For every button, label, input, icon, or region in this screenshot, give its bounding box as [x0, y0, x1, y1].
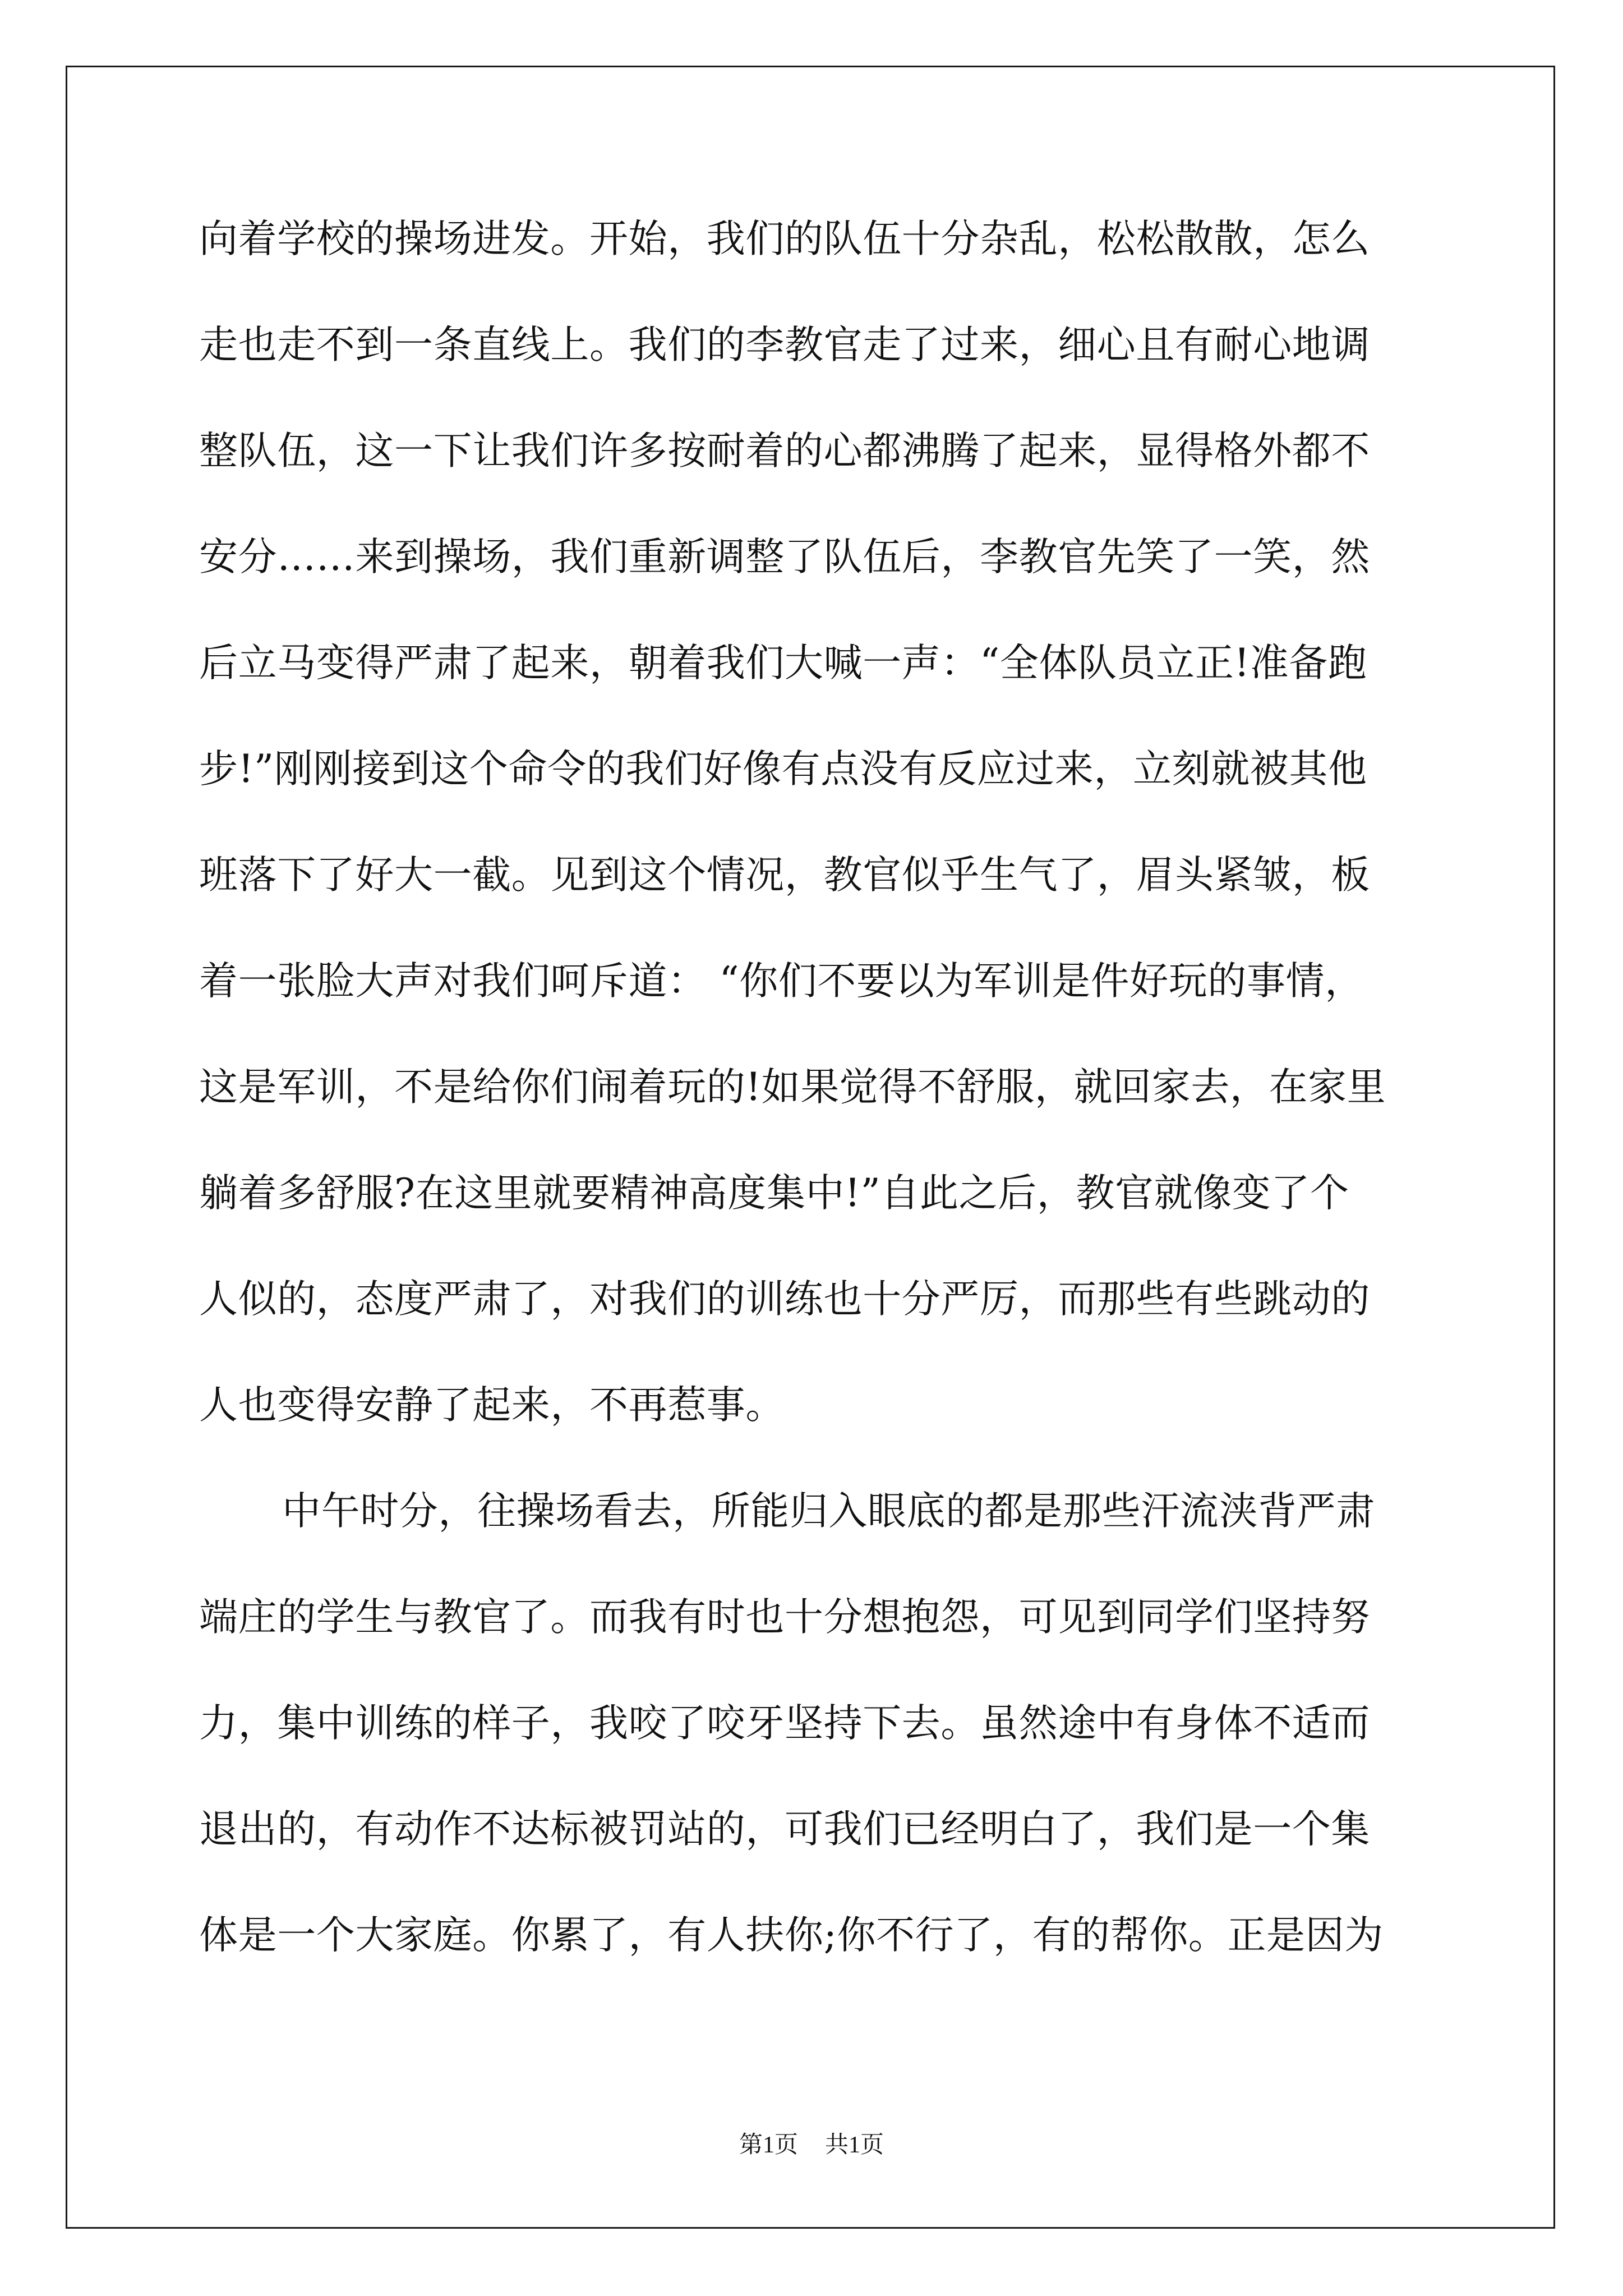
text-line: 中午时分，往操场看去，所能归入眼底的都是那些汗流浃背严肃 — [282, 1489, 1375, 1534]
page-number-total: 共1页 — [825, 2132, 884, 2158]
text-line: 步!”刚刚接到这个命令的我们好像有点没有反应过来，立刻就被其他 — [199, 747, 1367, 792]
text-line: 退出的，有动作不达标被罚站的，可我们已经明白了，我们是一个集 — [199, 1807, 1370, 1852]
text-line: 人也变得安静了起来，不再惹事。 — [199, 1383, 785, 1428]
page-number-current: 第1页 — [739, 2132, 798, 2158]
text-line: 着一张脸大声对我们呵斥道： “你们不要以为军训是件好玩的事情， — [199, 959, 1364, 1004]
text-line: 班落下了好大一截。见到这个情况，教官似乎生气了，眉头紧皱，板 — [199, 853, 1370, 898]
text-line: 力，集中训练的样子，我咬了咬牙坚持下去。虽然途中有身体不适而 — [199, 1701, 1370, 1746]
text-line: 端庄的学生与教官了。而我有时也十分想抱怨，可见到同学们坚持努 — [199, 1595, 1370, 1640]
text-line: 人似的，态度严肃了，对我们的训练也十分严厉，而那些有些跳动的 — [199, 1277, 1370, 1322]
text-line: 走也走不到一条直线上。我们的李教官走了过来，细心且有耐心地调 — [199, 323, 1370, 367]
page-border — [66, 66, 1555, 2229]
text-line: 后立马变得严肃了起来，朝着我们大喊一声：“全体队员立正!准备跑 — [199, 641, 1367, 685]
text-line: 这是军训，不是给你们闹着玩的!如果觉得不舒服，就回家去，在家里 — [199, 1065, 1386, 1110]
text-line: 躺着多舒服?在这里就要精神高度集中!”自此之后，教官就像变了个 — [199, 1171, 1349, 1216]
text-line: 整队伍，这一下让我们许多按耐着的心都沸腾了起来，显得格外都不 — [199, 429, 1370, 473]
page-footer — [0, 2129, 1623, 2161]
text-line: 安分……来到操场，我们重新调整了队伍后，李教官先笑了一笑，然 — [199, 535, 1370, 579]
text-line: 体是一个大家庭。你累了，有人扶你;你不行了，有的帮你。正是因为 — [199, 1913, 1384, 1958]
text-line: 向着学校的操场进发。开始，我们的队伍十分杂乱，松松散散，怎么 — [199, 217, 1370, 261]
